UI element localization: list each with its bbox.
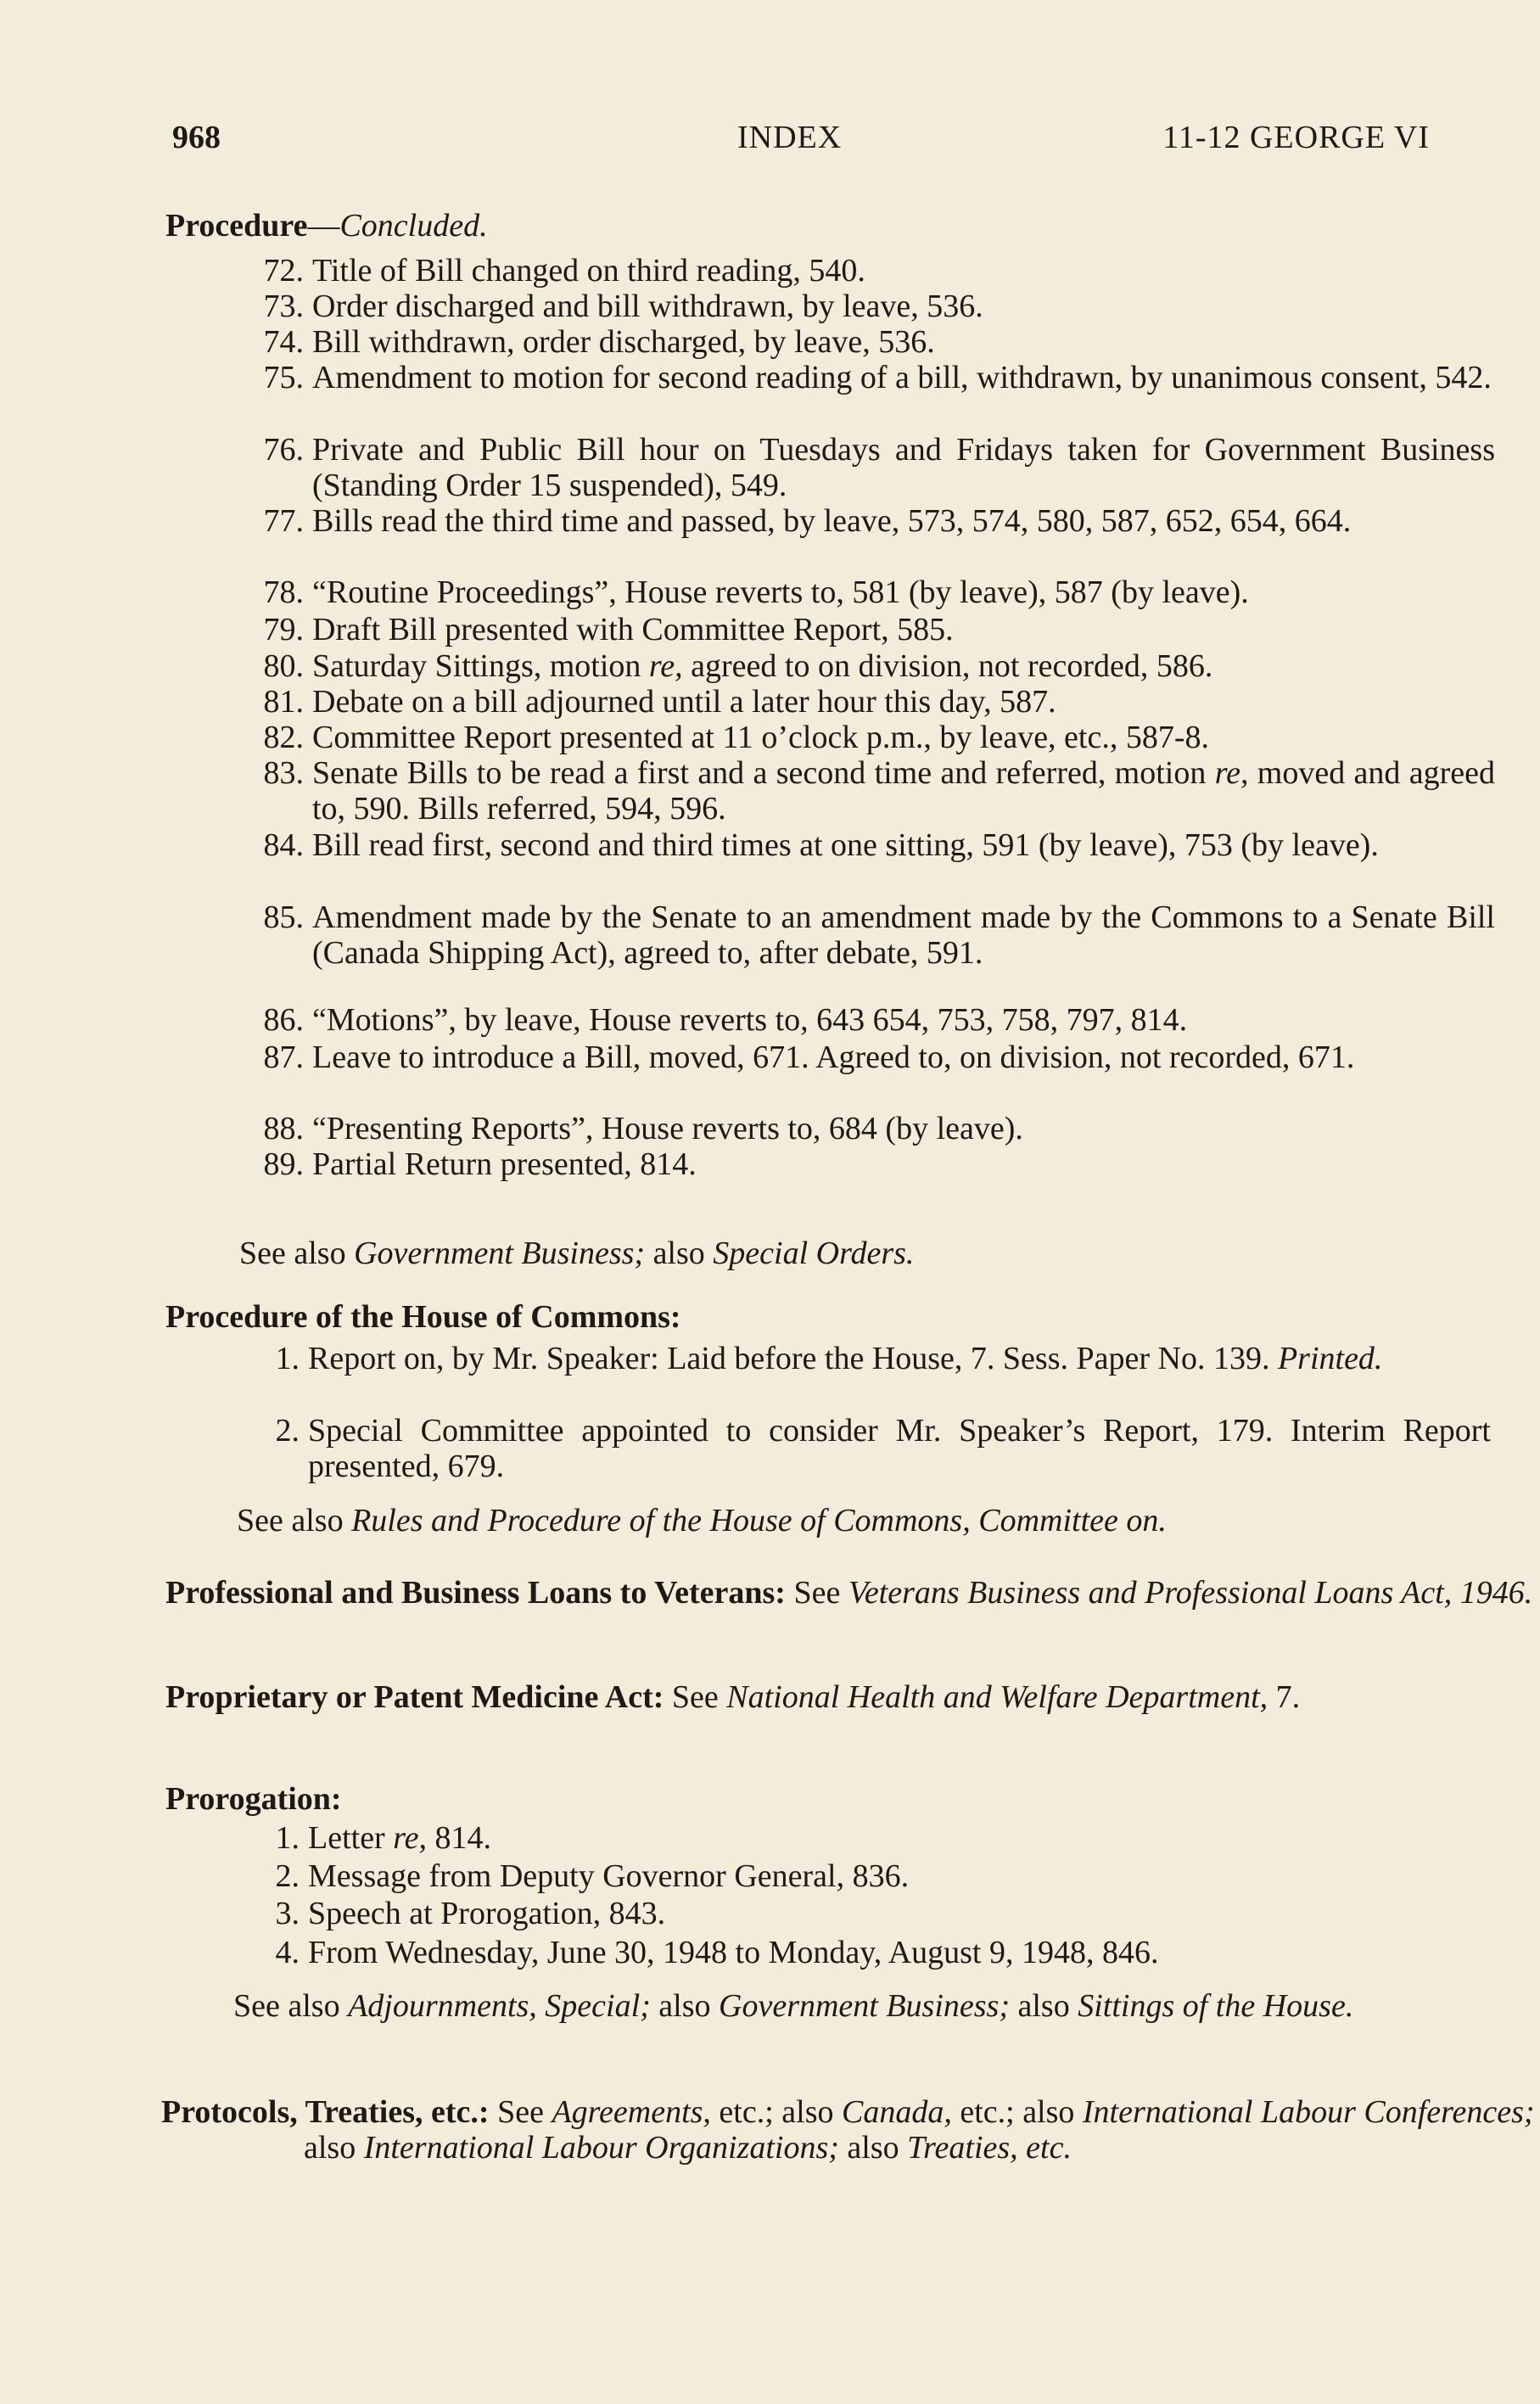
see-also-prorogation <box>233 1988 1504 2024</box>
index-item <box>275 1896 1491 1931</box>
item-text <box>312 360 1495 395</box>
index-item <box>263 253 1495 289</box>
index-item <box>263 899 1495 971</box>
text-run: See also <box>237 1503 352 1538</box>
item-text <box>312 827 1495 863</box>
running-title: INDEX <box>737 120 843 155</box>
heading-procedure: Procedure <box>165 208 308 244</box>
text-run: Draft Bill presented with Committee Report, 585. <box>312 612 954 647</box>
index-item <box>263 684 1495 720</box>
entry-prorogation-heading <box>165 1781 1430 1817</box>
item-number: 1. <box>275 1820 300 1856</box>
text-run: also <box>1010 1988 1078 2024</box>
italic-text: International Labour Organizations; <box>363 2130 839 2166</box>
item-text <box>312 503 1495 539</box>
item-number: 3. <box>275 1896 300 1931</box>
text-run: See also <box>239 1236 355 1271</box>
see-also-procedure-house <box>237 1503 1436 1538</box>
text-run: Saturday Sittings, motion <box>312 648 649 684</box>
italic-text: Adjournments, Special; <box>348 1988 651 2024</box>
item-number: 88. <box>263 1111 304 1146</box>
item-text <box>312 1039 1495 1075</box>
em-dash: — <box>307 208 340 244</box>
heading-proprietary-medicine: Proprietary or Patent Medicine Act: <box>165 1679 664 1715</box>
entry-procedure-heading <box>165 208 1430 244</box>
item-text <box>312 1146 1495 1182</box>
italic-text: Veterans Business and Professional Loans Act, 1946. <box>848 1575 1533 1611</box>
text-run: Amendment to motion for second reading of a bill, withdrawn, by unanimous consent, 542. <box>312 360 1492 395</box>
item-text <box>312 648 1495 684</box>
text-run: See <box>785 1575 848 1611</box>
entry-proprietary-medicine <box>165 1679 1540 1715</box>
text-run: Title of Bill changed on third reading, 540. <box>312 253 865 289</box>
index-item <box>275 1858 1491 1894</box>
italic-text: re, <box>393 1820 427 1856</box>
item-text <box>312 612 1495 647</box>
text-run: also <box>304 2130 364 2166</box>
item-text <box>308 1935 1491 1970</box>
text-run: also <box>838 2130 908 2166</box>
italic-text: re, <box>648 648 683 684</box>
item-text <box>308 1413 1491 1484</box>
index-item <box>275 1935 1491 1970</box>
index-item <box>263 324 1495 360</box>
item-number: 4. <box>275 1935 300 1970</box>
item-number: 79. <box>263 612 304 647</box>
heading-procedure-house: Procedure of the House of Commons: <box>165 1299 681 1335</box>
text-run: Speech at Prorogation, 843. <box>308 1896 666 1931</box>
entry-protocols-treaties <box>161 2094 1540 2166</box>
text-run: Partial Return presented, 814. <box>312 1146 697 1182</box>
running-head <box>172 119 1430 160</box>
item-number: 80. <box>263 648 304 684</box>
index-item <box>263 1002 1495 1038</box>
item-text <box>308 1896 1491 1931</box>
text-run: Amendment made by the Senate to an amendment made by the Commons to a Senate Bill (Canada Shipping Act), agreed to, after debate, 591. <box>312 899 1495 971</box>
index-item <box>275 1413 1491 1484</box>
item-text <box>312 1002 1495 1038</box>
item-text <box>312 1111 1495 1146</box>
text-run: Committee Report presented at 11 o’clock p.m., by leave, etc., 587-8. <box>312 720 1210 755</box>
entry-procedure-house-heading <box>165 1299 1430 1335</box>
text-run: Order discharged and bill withdrawn, by leave, 536. <box>312 289 983 324</box>
italic-text: Canada, <box>841 2094 952 2130</box>
item-text <box>312 432 1495 503</box>
index-item <box>275 1341 1491 1376</box>
item-text <box>308 1858 1491 1894</box>
item-number: 84. <box>263 827 304 863</box>
text-run: etc.; also <box>951 2094 1083 2130</box>
italic-text: Printed. <box>1277 1341 1383 1376</box>
index-item <box>263 432 1495 503</box>
index-item <box>263 1039 1495 1075</box>
text-run: Debate on a bill adjourned until a later hour this day, 587. <box>312 684 1056 720</box>
italic-text: Agreements, <box>552 2094 711 2130</box>
text-run: Bills read the third time and passed, by leave, 573, 574, 580, 587, 652, 654, 664. <box>312 503 1352 539</box>
italic-text: Treaties, etc. <box>907 2130 1072 2166</box>
item-text <box>312 899 1495 971</box>
index-item <box>263 612 1495 647</box>
index-item <box>275 1820 1491 1856</box>
text-run: “Presenting Reports”, House reverts to, 684 (by leave). <box>312 1111 1023 1146</box>
item-number: 76. <box>263 432 304 468</box>
text-run: Private and Public Bill hour on Tuesdays and Fridays taken for Government Business (Standing Order 15 suspended), 549. <box>312 432 1495 503</box>
text-run: Message from Deputy Governor General, 836. <box>308 1858 910 1894</box>
italic-text: Special Orders. <box>713 1236 915 1271</box>
item-number: 82. <box>263 720 304 755</box>
text-run: also <box>645 1236 714 1271</box>
text-run: moved and agreed to, 590. Bills referred, 594, 596. <box>312 755 1495 827</box>
item-number: 2. <box>275 1413 300 1449</box>
italic-text: Government Business; <box>719 1988 1010 2024</box>
text-run: Report on, by Mr. Speaker: Laid before the House, 7. Sess. Paper No. 139. <box>308 1341 1278 1376</box>
item-number: 77. <box>263 503 304 539</box>
italic-text: re, <box>1214 755 1249 791</box>
item-text <box>308 1341 1491 1376</box>
item-number: 89. <box>263 1146 304 1182</box>
index-item <box>263 289 1495 324</box>
index-item <box>263 755 1495 827</box>
item-text <box>312 324 1495 360</box>
text-run: Letter <box>308 1820 394 1856</box>
italic-text: Government Business; <box>354 1236 646 1271</box>
item-number: 85. <box>263 899 304 935</box>
item-text <box>312 720 1495 755</box>
item-number: 83. <box>263 755 304 791</box>
entry-professional-loans <box>165 1575 1540 1611</box>
heading-protocols-treaties: Protocols, Treaties, etc.: <box>161 2094 490 2130</box>
text-run: etc.; also <box>710 2094 842 2130</box>
item-text <box>312 574 1495 610</box>
text-run: 7. <box>1268 1679 1301 1715</box>
heading-professional-loans: Professional and Business Loans to Veterans: <box>165 1575 786 1611</box>
italic-text: International Labour Conferences; <box>1082 2094 1535 2130</box>
text-run: “Motions”, by leave, House reverts to, 643 654, 753, 758, 797, 814. <box>312 1002 1188 1038</box>
item-number: 75. <box>263 360 304 395</box>
text-run: Senate Bills to be read a first and a second time and referred, motion <box>312 755 1215 791</box>
text-run: also <box>650 1988 720 2024</box>
italic-text: Sittings of the House. <box>1078 1988 1354 2024</box>
item-text <box>312 253 1495 289</box>
text-run: 814. <box>426 1820 491 1856</box>
index-item <box>263 360 1495 395</box>
item-number: 72. <box>263 253 304 289</box>
item-number: 73. <box>263 289 304 324</box>
text-run: Leave to introduce a Bill, moved, 671. Agreed to, on division, not recorded, 671. <box>312 1039 1355 1075</box>
page-number: 968 <box>172 120 221 155</box>
text-run: “Routine Proceedings”, House reverts to, 581 (by leave), 587 (by leave). <box>312 574 1249 610</box>
italic-text: National Health and Welfare Department, <box>726 1679 1268 1715</box>
index-item <box>263 648 1495 684</box>
text-run: See <box>664 1679 727 1715</box>
text-run: See <box>489 2094 552 2130</box>
index-item <box>263 503 1495 539</box>
index-item <box>263 720 1495 755</box>
item-number: 81. <box>263 684 304 720</box>
item-text <box>308 1820 1491 1856</box>
item-number: 78. <box>263 574 304 610</box>
text-run: agreed to on division, not recorded, 586. <box>682 648 1213 684</box>
heading-procedure-suffix: Concluded. <box>339 208 488 244</box>
text-run: Bill withdrawn, order discharged, by leave, 536. <box>312 324 935 360</box>
running-right: 11-12 GEORGE VI <box>1162 120 1430 155</box>
item-number: 87. <box>263 1039 304 1075</box>
text-run: Bill read first, second and third times at one sitting, 591 (by leave), 753 (by leave). <box>312 827 1379 863</box>
see-also-procedure <box>239 1236 1439 1271</box>
item-text <box>312 289 1495 324</box>
item-number: 2. <box>275 1858 300 1894</box>
item-text <box>312 684 1495 720</box>
item-text <box>312 755 1495 827</box>
text-run: See also <box>233 1988 349 2024</box>
item-number: 74. <box>263 324 304 360</box>
text-run: Special Committee appointed to consider Mr. Speaker’s Report, 179. Interim Report presented, 679. <box>308 1413 1491 1484</box>
text-run: From Wednesday, June 30, 1948 to Monday, August 9, 1948, 846. <box>308 1935 1159 1970</box>
index-item <box>263 827 1495 863</box>
index-item <box>263 1146 1495 1182</box>
heading-prorogation: Prorogation: <box>165 1781 342 1817</box>
italic-text: Rules and Procedure of the House of Commons, Committee on. <box>351 1503 1167 1538</box>
item-number: 86. <box>263 1002 304 1038</box>
index-item <box>263 1111 1495 1146</box>
index-item <box>263 574 1495 610</box>
item-number: 1. <box>275 1341 300 1376</box>
